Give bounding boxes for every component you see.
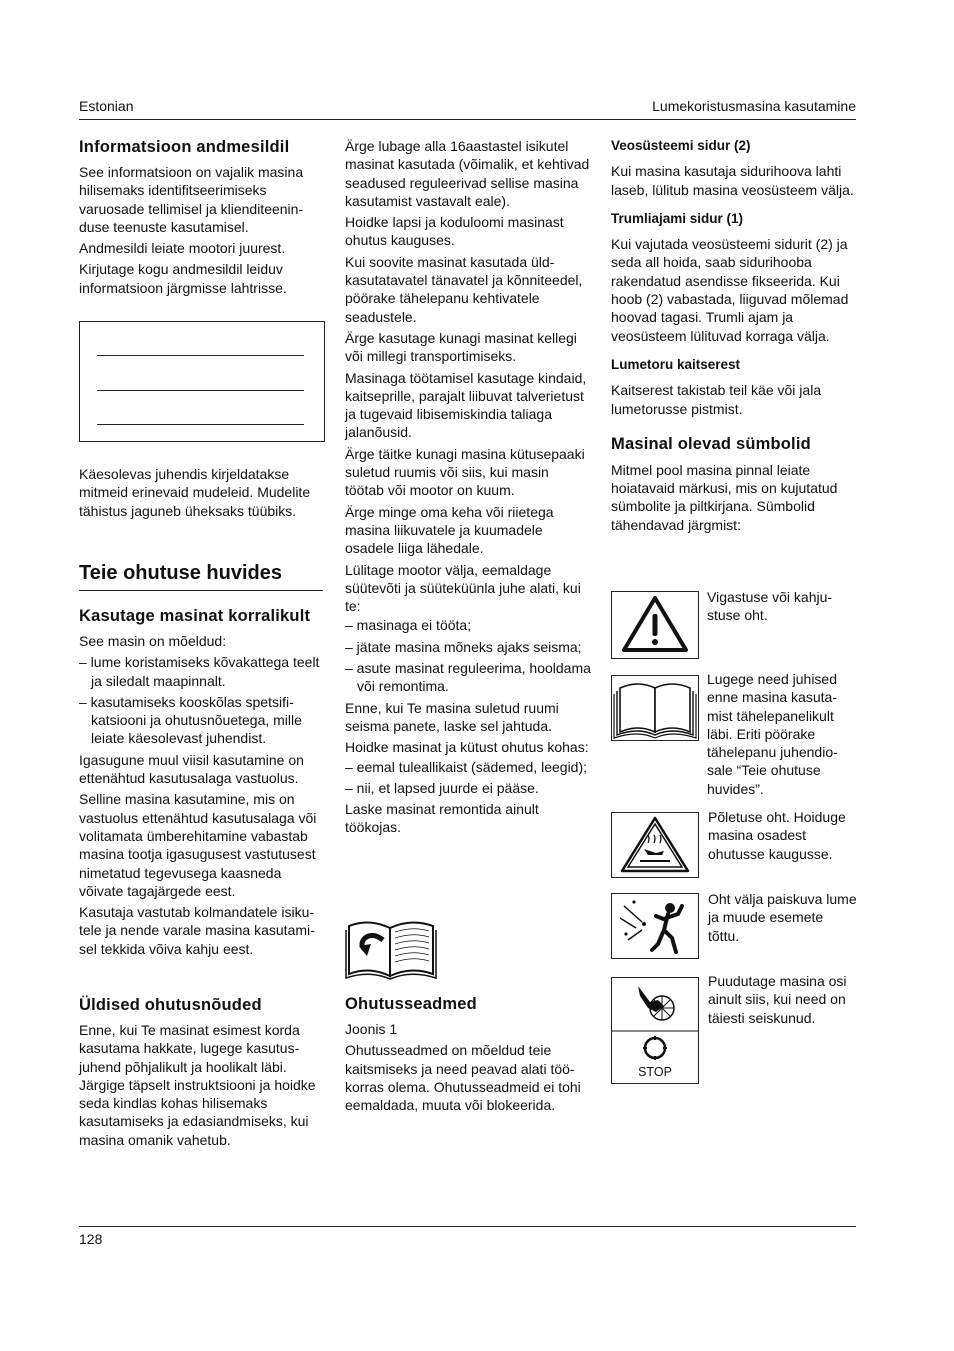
header-rule bbox=[79, 119, 856, 120]
heading-safety-devices: Ohutusseadmed bbox=[345, 995, 477, 1013]
heading-safety: Teie ohutuse huvides bbox=[79, 562, 282, 584]
list-item: – jätate masina mõneks ajaks seisma; bbox=[345, 638, 582, 655]
data-plate-line bbox=[97, 355, 304, 356]
list-item: – kasutamiseks kooskõlas spetsifikatsiooni ja ohutusnõuetega, mille leiate käesolevast juhendist. bbox=[79, 693, 302, 747]
paragraph: Kui soovite masinat kasutada üldkasutatavatel tänavatel ja kõnniteedel, pöörake tähelepanu kehtivatele seadustele. bbox=[345, 253, 583, 325]
heading-chute-guard: Lumetoru kaitserest bbox=[611, 356, 741, 372]
symbol-text: Oht välja paiskuva lume ja muude esemete tõttu. bbox=[708, 891, 857, 944]
heading-auger-clutch: Trumliajami sidur (1) bbox=[611, 210, 744, 226]
symbol-text: Puudutage masina osi ainult siis, kui need on täiesti seiskunud. bbox=[708, 973, 847, 1026]
paragraph: Enne, kui Te masinat esimest korda kasutama hakkate, lugege kasutusjuhend põhjalikult ja hoolikalt läbi. Järgige täpselt instruktsiooni ja hoidke seda kindlas kohas hilisemaks kasutamiseks ja edasiandmiseks, kui masina omanik vahetub. bbox=[79, 1022, 316, 1148]
list-item: – masinaga ei tööta; bbox=[345, 617, 472, 634]
paragraph: Ärge kasutage kunagi masinat kellegi või millegi transportimiseks. bbox=[345, 329, 577, 365]
paragraph: Selline masina kasutamine, mis on vastuolus ettenähtud kasutusalaga või volitamata ümberehitamine vabastab masina tootja igasugusest vastutusest nimetatud tegevusega kaasneda võivate tagajärgede eest. bbox=[79, 791, 317, 899]
heading-drive-clutch: Veosüsteemi sidur (2) bbox=[611, 138, 751, 153]
paragraph: Ärge täitke kunagi masina kütusepaaki suletud ruumis või siis, kui masin töötab või mootor on kuum. bbox=[345, 445, 585, 499]
paragraph: Kui vajutada veosüsteemi sidurit (2) ja seda all hoida, saab sidurihooba rakendatud asendisse fikseerida. Kui hoob (2) vabastada, liiguvad mõlemad hoovad tagasi. Trumli ajam ja veosüsteem lülituvad korraga välja. bbox=[611, 236, 849, 344]
column-1-lower bbox=[79, 465, 325, 523]
paragraph: Kasutaja vastutab kolmandatele isikutele ja nende varale masina kasutamisel tekkida võiva kahju eest. bbox=[79, 904, 315, 957]
page-number: 128 bbox=[79, 1231, 103, 1247]
paragraph: Hoidke masinat ja kütust ohutus kohas: bbox=[345, 739, 589, 756]
paragraph: Ohutusseadmed on mõeldud teie kaitsmiseks ja need peavad alati töökorras olema. Ohutusseadmeid ei tohi eemaldada, muuta või blokeerida. bbox=[345, 1042, 581, 1114]
paragraph: Ärge minge oma keha või riietega masina liikuvatele ja kuumadele osadele liiga lähedale. bbox=[345, 503, 554, 557]
stop-label: STOP bbox=[638, 1065, 672, 1079]
column-2 bbox=[345, 137, 591, 840]
heading-data-plate: Informatsioon andmesildil bbox=[79, 138, 290, 156]
thrown-objects-icon bbox=[611, 893, 699, 959]
column-1 bbox=[79, 137, 325, 300]
list-item: – lume koristamiseks kõvakattega teelt ja siledalt maapinnalt. bbox=[79, 654, 320, 689]
footer-rule bbox=[79, 1226, 856, 1227]
paragraph: See masin on mõeldud: bbox=[79, 633, 227, 649]
paragraph: Ärge lubage alla 16aastastel isikutel masinat kasutada (võimalik, et kehtivad seadused reguleerivad sellise masina kasutamist vastavalt eale). bbox=[345, 138, 590, 209]
hot-surface-icon bbox=[611, 812, 699, 878]
paragraph: Kirjutage kogu andmesildil leiduv informatsioon järgmisse lahtrisse. bbox=[79, 261, 287, 296]
column-2-devices bbox=[345, 994, 595, 1117]
figure-ref: Joonis 1 bbox=[345, 1021, 398, 1037]
paragraph: Kaitserest takistab teil käe või jala lumetorusse pistmist. bbox=[611, 382, 822, 417]
list-item: – asute masinat reguleerima, hooldama või remontima. bbox=[345, 660, 591, 695]
moving-parts-stop-icon bbox=[611, 977, 699, 1084]
paragraph: Mitmel pool masina pinnal leiate hoiatavaid märkusi, mis on kujutatud sümbolite ja piltkirjana. Sümbolid tähendavad järgmist: bbox=[611, 461, 838, 533]
header-chapter: Lumekoristusmasina kasutamine bbox=[652, 98, 856, 114]
paragraph: Laske masinat remontida ainult töökojas. bbox=[345, 801, 539, 836]
section-safety bbox=[79, 562, 325, 585]
paragraph: Masinaga töötamisel kasutage kindaid, kaitseprille, parajalt liibuvat talverietust ja tugevaid libisemiskindia taliaga jalanõusid. bbox=[345, 369, 587, 441]
paragraph: Andmesildi leiate mootori juurest. bbox=[79, 240, 286, 257]
data-plate-box bbox=[79, 321, 325, 442]
warning-triangle-icon bbox=[611, 591, 699, 659]
heading-symbols: Masinal olevad sümbolid bbox=[611, 434, 811, 453]
data-plate-line bbox=[97, 390, 304, 391]
paragraph: Enne, kui Te masina suletud ruumi seisma panete, laske sel jahtuda. bbox=[345, 699, 559, 734]
open-book-arrow-icon bbox=[345, 918, 437, 980]
symbol-text: Lugege need juhised enne masina kasutamist tähelepanelikult läbi. Eriti pöörake tähelepanu juhendiosale “Teie ohutuse huvides”. bbox=[707, 671, 838, 797]
paragraph: Hoidke lapsi ja koduloomi masinast ohutus kauguses. bbox=[345, 214, 564, 249]
list-item: – eemal tuleallikaist (sädemed, leegid); bbox=[345, 758, 588, 775]
section-rule bbox=[79, 590, 323, 591]
column-1-use bbox=[79, 606, 325, 961]
paragraph: See informatsioon on vajalik masina hilisemaks identifitseerimiseks varuosade tellimisel ja klienditeeninduse teenuste kasutamisel. bbox=[79, 164, 304, 235]
paragraph-models: Käesolevas juhendis kirjeldatakse mitmeid erinevaid mudeleid. Mudelite tähistus jaguneb üheksaks tüübiks. bbox=[79, 466, 311, 519]
symbol-text: Põletuse oht. Hoiduge masina osadest ohutusse kaugusse. bbox=[708, 809, 846, 862]
list-item: – nii, et lapsed juurde ei pääse. bbox=[345, 779, 539, 796]
paragraph: Kui masina kasutaja sidurihoova lahti laseb, lülitub masina veosüsteem välja. bbox=[611, 163, 854, 198]
column-1-general bbox=[79, 995, 325, 1152]
paragraph: Lülitage mootor välja, eemaldage süütevõti ja süüteküünla juhe alati, kui te: bbox=[345, 561, 581, 615]
data-plate-line bbox=[97, 424, 304, 425]
header-language: Estonian bbox=[79, 98, 134, 114]
column-3 bbox=[611, 137, 857, 537]
manual-book-icon bbox=[611, 675, 699, 741]
symbol-text: Vigastuse või kahjustuse oht. bbox=[707, 589, 833, 624]
paragraph: Igasugune muul viisil kasutamine on ettenähtud kasutusalaga vastuolus. bbox=[79, 751, 304, 787]
heading-general-safety: Üldised ohutusnõuded bbox=[79, 996, 262, 1014]
heading-proper-use: Kasutage masinat korralikult bbox=[79, 607, 311, 625]
